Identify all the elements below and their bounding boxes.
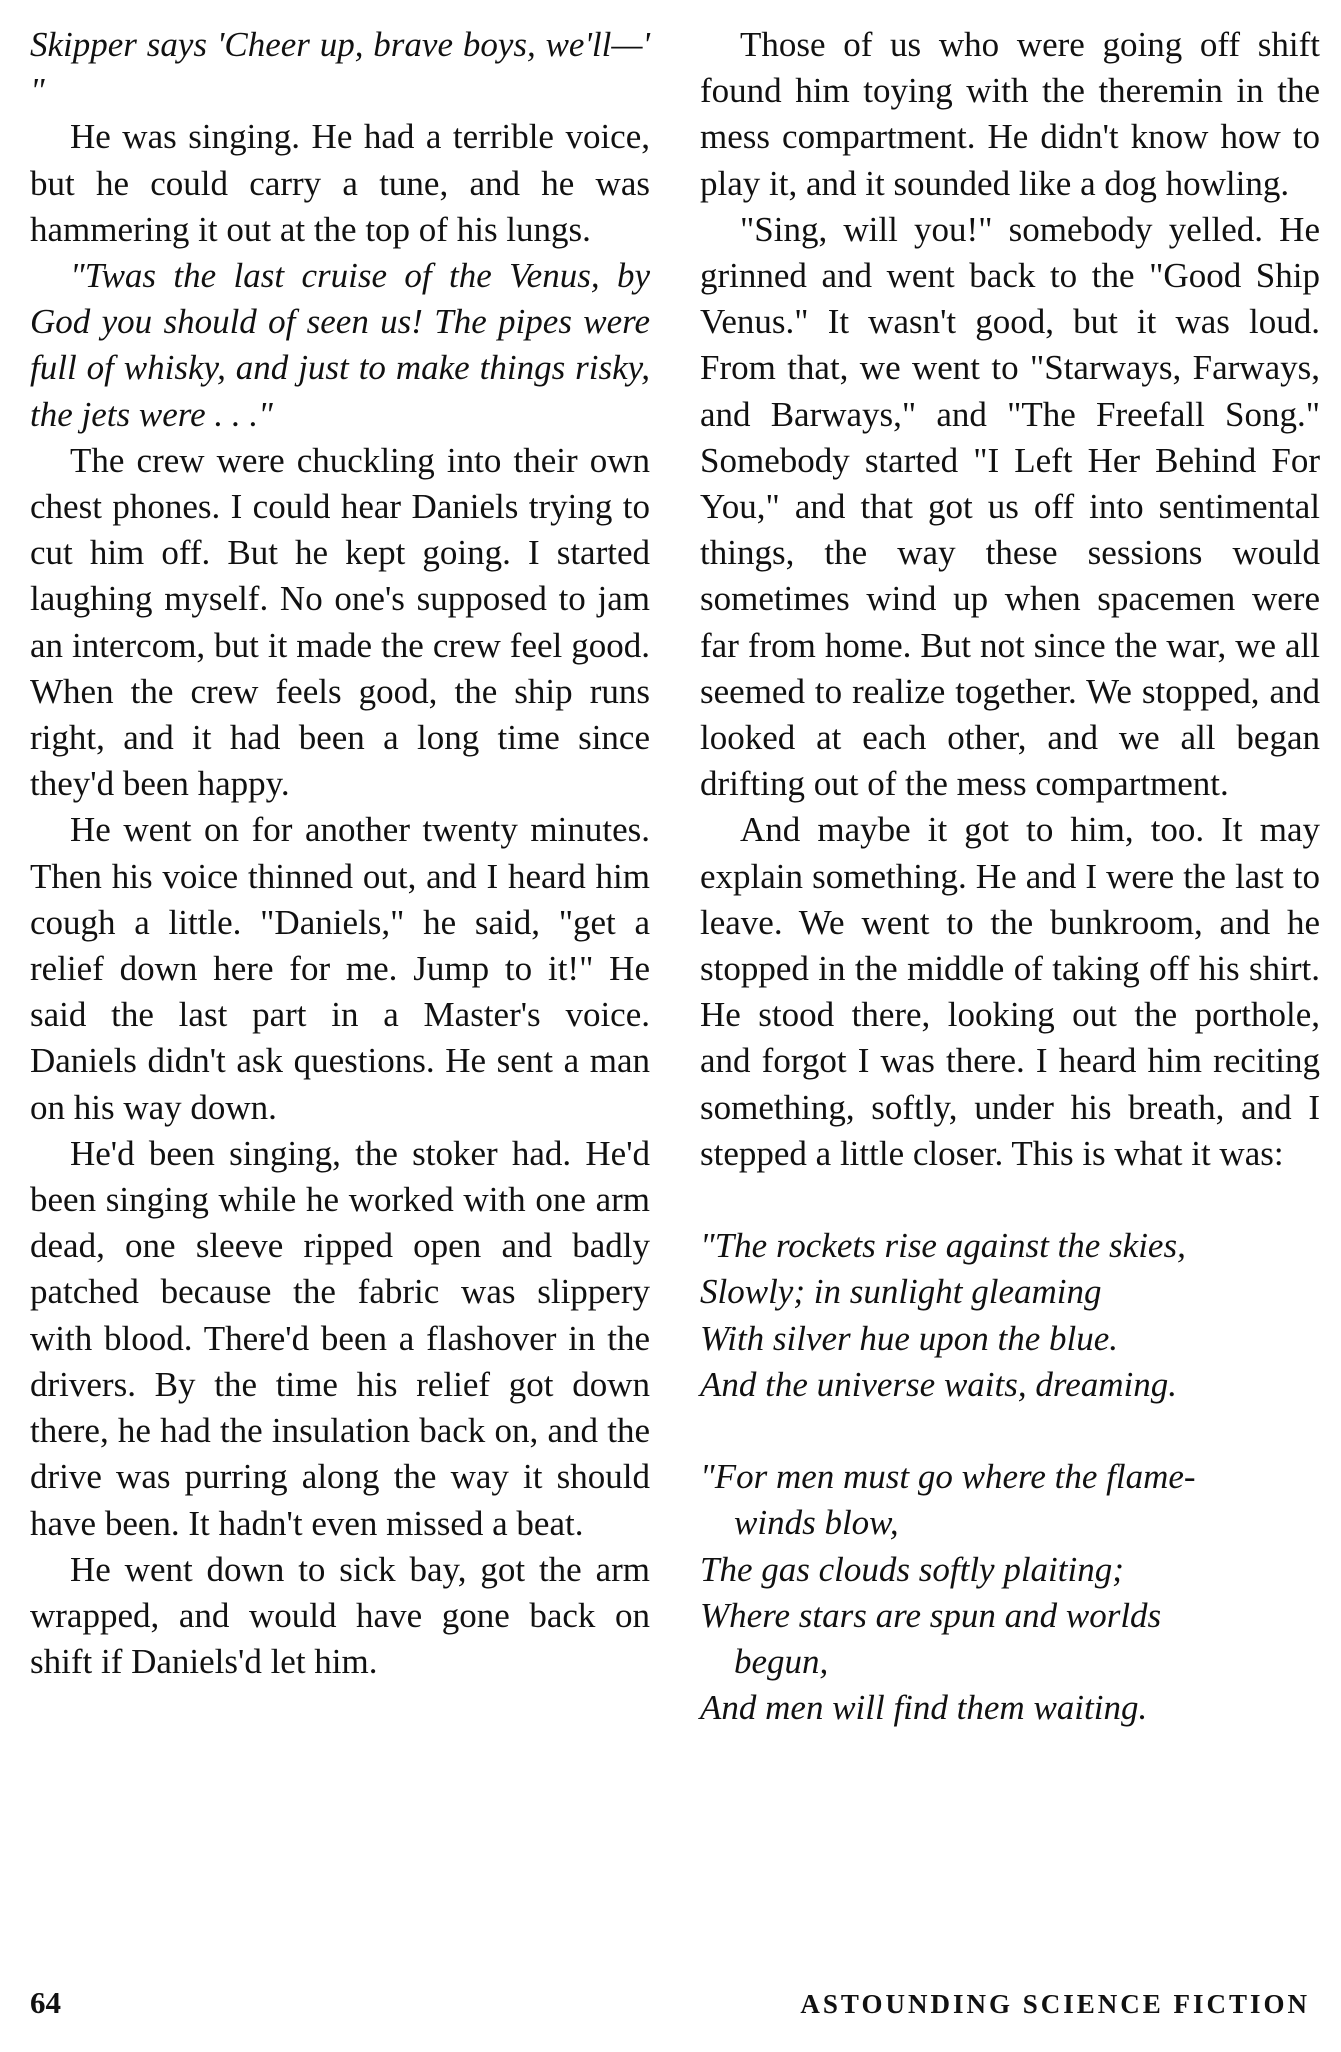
verse-line: Where stars are spun and worlds (700, 1595, 1162, 1635)
verse-line: Slowly; in sunlight gleaming (700, 1272, 1102, 1312)
stanza (700, 1454, 1320, 1731)
right-column (700, 22, 1320, 1731)
paragraph: "Twas the last cruise of the Venus, by God you should of seen us! The pipes were full of whisky, and just to make things risky, the jets were . . ." (30, 256, 650, 434)
paragraph: And maybe it got to him, too. It may explain something. He and I were the last to leave. We went to the bunkroom, and he stopped in the middle of taking off his shirt. He stood there, looking out the porthole, and forgot I was there. I heard him reciting something, softly, under his breath, and I stepped a little closer. This is what it was: (700, 810, 1320, 1173)
page-number: 64 (30, 1985, 61, 2020)
verse-line: begun, (734, 1642, 829, 1682)
verse-line: winds blow, (734, 1503, 899, 1543)
verse-line: The gas clouds softly plaiting; (700, 1549, 1124, 1589)
stanza-gap (700, 1408, 1320, 1454)
running-title: ASTOUNDING SCIENCE FICTION (800, 1989, 1310, 2019)
stanza-gap (700, 1177, 1320, 1223)
verse-line: And the universe waits, dreaming. (700, 1364, 1177, 1404)
paragraph: He went down to sick bay, got the arm wrapped, and would have gone back on shift if Daniels'd let him. (30, 1549, 650, 1682)
paragraph: The crew were chuckling into their own chest phones. I could hear Daniels trying to cut him off. But he kept going. I started laughing myself. No one's supposed to jam an intercom, but it made the crew feel good. When the crew feels good, the ship runs right, and it had been a long time since they'd been happy. (30, 440, 650, 804)
paragraph: "Sing, will you!" somebody yelled. He grinned and went back to the "Good Ship Venus." It wasn't good, but it was loud. From that, we went to "Starways, Farways, and Barways," and "The Freefall Song." Somebody started "I Left Her Behind For You," and that got us off into sentimental things, the way these sessions would sometimes wind up when spacemen were far from home. But not since the war, we all seemed to realize together. We stopped, and looked at each other, and we all began drifting out of the mess compartment. (700, 209, 1320, 804)
verse-line: "The rockets rise against the skies, (700, 1226, 1186, 1266)
stanza (700, 1223, 1320, 1408)
paragraph: He'd been singing, the stoker had. He'd been singing while he worked with one arm dead, one sleeve ripped open and badly patched because the fabric was slippery with blood. There'd been a flashover in the drivers. By the time his relief got down there, he had the insulation back on, and the drive was purring along the way it should have been. It hadn't even missed a beat. (30, 1133, 650, 1543)
paragraph: He went on for another twenty minutes. Then his voice thinned out, and I heard him cough a little. "Daniels," he said, "get a relief down here for me. Jump to it!" He said the last part in a Master's voice. Daniels didn't ask questions. He sent a man on his way down. (30, 810, 650, 1127)
paragraph: Skipper says 'Cheer up, brave boys, we'll—' " (30, 25, 650, 111)
verse-line: And men will find them waiting. (700, 1688, 1148, 1728)
verse-line: "For men must go where the flame- (700, 1457, 1196, 1497)
paragraph: Those of us who were going off shift found him toying with the theremin in the mess compartment. He didn't know how to play it, and it sounded like a dog howling. (700, 25, 1320, 203)
verse-line: With silver hue upon the blue. (700, 1318, 1118, 1358)
paragraph: He was singing. He had a terrible voice, but he could carry a tune, and he was hammering it out at the top of his lungs. (30, 117, 650, 249)
page-footer (30, 1985, 1310, 2035)
right-prose (700, 22, 1320, 1177)
poem (700, 1223, 1320, 1731)
left-column (30, 22, 650, 1685)
